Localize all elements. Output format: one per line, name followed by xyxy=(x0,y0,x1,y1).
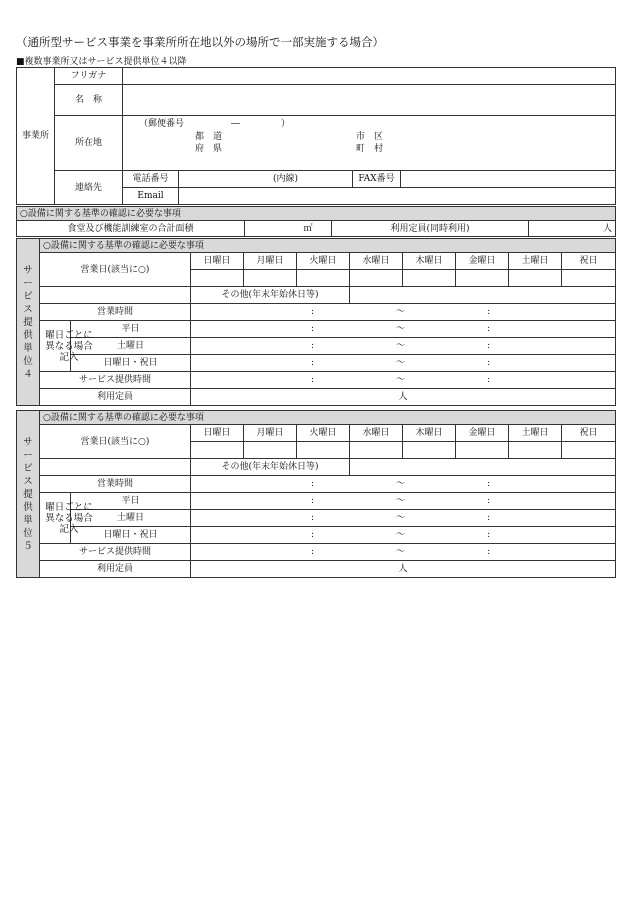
unit-5-check-wed[interactable] xyxy=(350,442,403,459)
unit-5-weekday-colon-1: : xyxy=(311,496,315,506)
unit-5-check-mon[interactable] xyxy=(244,442,297,459)
fax-input[interactable] xyxy=(401,171,616,188)
unit-4-sunday-holiday-input[interactable] xyxy=(191,355,616,372)
unit-5-sunday-holiday-label: 日曜日・祝日 xyxy=(71,527,191,544)
unit-5-service-colon-1: : xyxy=(311,547,315,557)
unit-5-sunday-colon-1: : xyxy=(311,530,315,540)
unit-4-day-mon: 月曜日 xyxy=(244,253,297,270)
unit-4-byday-label: 曜日ごとに異なる場合記入 xyxy=(40,321,71,372)
unit-5-hours-input[interactable] xyxy=(191,476,616,493)
postal-prefix: （郵便番号 xyxy=(139,119,185,129)
form-heading: （通所型サービス事業を事業所所在地以外の場所で一部実施する場合） xyxy=(16,35,384,49)
fax-label: FAX番号 xyxy=(353,171,401,188)
unit-4-service-colon-1: : xyxy=(311,375,315,385)
unit-4-table xyxy=(16,238,616,406)
prefecture-todo: 都 道 xyxy=(195,132,223,142)
unit-4-weekday-colon-1: : xyxy=(311,324,315,334)
unit-4-hours-colon-1: : xyxy=(311,307,315,317)
postal-close: ） xyxy=(281,119,291,129)
office-section-label: 事業所 xyxy=(17,68,55,205)
phone-label: 電話番号 xyxy=(123,171,179,188)
contact-label: 連絡先 xyxy=(55,171,123,205)
unit-5-weekday-tilde: ～ xyxy=(396,496,406,506)
name-input[interactable] xyxy=(123,85,616,116)
unit-4-service-tilde: ～ xyxy=(396,375,406,385)
unit-5-hours-label: 営業時間 xyxy=(40,476,191,493)
unit-4-day-tue: 火曜日 xyxy=(297,253,350,270)
unit-5-other-input[interactable] xyxy=(350,459,616,476)
unit-5-check-holiday[interactable] xyxy=(562,442,616,459)
phone-input[interactable] xyxy=(179,171,353,188)
unit-5-hours-colon-2: : xyxy=(487,479,491,489)
city-shiku: 市 区 xyxy=(356,132,384,142)
unit-4-sunday-colon-1: : xyxy=(311,358,315,368)
unit-5-hours-tilde: ～ xyxy=(396,479,406,489)
unit-5-day-sun: 日曜日 xyxy=(191,425,244,442)
unit-4-weekday-label: 平日 xyxy=(71,321,191,338)
unit-5-check-tue[interactable] xyxy=(297,442,350,459)
unit-4-day-sat: 土曜日 xyxy=(509,253,562,270)
unit-5-service-tilde: ～ xyxy=(396,547,406,557)
email-label: Email xyxy=(123,188,179,205)
unit-5-saturday-colon-1: : xyxy=(311,513,315,523)
unit-5-header: ○設備に関する基準の確認に必要な事項 xyxy=(40,411,616,425)
unit-4-capacity-unit: 人 xyxy=(398,392,408,402)
unit-4-day-wed: 水曜日 xyxy=(350,253,403,270)
unit-4-header: ○設備に関する基準の確認に必要な事項 xyxy=(40,239,616,253)
unit-5-hours-colon-1: : xyxy=(311,479,315,489)
unit-4-sunday-tilde: ～ xyxy=(396,358,406,368)
postal-dash: ― xyxy=(231,119,240,129)
unit-5-sunday-colon-2: : xyxy=(487,530,491,540)
unit-4-check-mon[interactable] xyxy=(244,270,297,287)
unit-4-weekday-input[interactable] xyxy=(191,321,616,338)
unit-5-weekday-input[interactable] xyxy=(191,493,616,510)
unit-5-day-tue: 火曜日 xyxy=(297,425,350,442)
unit-5-service-hours-label: サービス提供時間 xyxy=(40,544,191,561)
unit-4-sunday-holiday-label: 日曜日・祝日 xyxy=(71,355,191,372)
extension-label: (内線) xyxy=(272,174,299,184)
unit-4-business-days-label: 営業日(該当に○) xyxy=(40,253,191,287)
unit-5-sunday-tilde: ～ xyxy=(396,530,406,540)
facility-capacity-unit: 人 xyxy=(603,223,613,234)
unit-4-capacity-input[interactable] xyxy=(191,389,616,406)
unit-4-weekday-tilde: ～ xyxy=(396,324,406,334)
unit-4-saturday-colon-1: : xyxy=(311,341,315,351)
unit-5-day-holiday: 祝日 xyxy=(562,425,616,442)
area-unit: ㎡ xyxy=(303,223,313,234)
unit-4-weekday-colon-2: : xyxy=(487,324,491,334)
facility-table xyxy=(16,206,616,237)
unit-4-check-tue[interactable] xyxy=(297,270,350,287)
address-input[interactable] xyxy=(123,116,616,171)
unit-4-day-sun: 日曜日 xyxy=(191,253,244,270)
unit-5-capacity-label: 利用定員 xyxy=(40,561,191,578)
unit-5-byday-label: 曜日ごとに異なる場合記入 xyxy=(40,493,71,544)
unit-4-check-holiday[interactable] xyxy=(562,270,616,287)
unit-5-day-sat: 土曜日 xyxy=(509,425,562,442)
unit-5-day-thu: 木曜日 xyxy=(403,425,456,442)
unit-5-saturday-tilde: ～ xyxy=(396,513,406,523)
unit-5-business-days-label: 営業日(該当に○) xyxy=(40,425,191,459)
unit-4-check-wed[interactable] xyxy=(350,270,403,287)
unit-4-day-thu: 木曜日 xyxy=(403,253,456,270)
unit-4-sunday-colon-2: : xyxy=(487,358,491,368)
unit-4-hours-input[interactable] xyxy=(191,304,616,321)
unit-5-check-sat[interactable] xyxy=(509,442,562,459)
unit-4-saturday-colon-2: : xyxy=(487,341,491,351)
unit-4-service-hours-input[interactable] xyxy=(191,372,616,389)
name-label: 名 称 xyxy=(55,85,123,116)
unit-4-hours-label: 営業時間 xyxy=(40,304,191,321)
furigana-input[interactable] xyxy=(123,68,616,85)
unit-5-check-fri[interactable] xyxy=(456,442,509,459)
unit-5-capacity-unit: 人 xyxy=(398,564,408,574)
unit-5-other-label: その他(年末年始休日等) xyxy=(191,459,350,476)
unit-5-saturday-input[interactable] xyxy=(191,510,616,527)
unit-4-hours-colon-2: : xyxy=(487,307,491,317)
unit-5-saturday-label: 土曜日 xyxy=(71,510,191,527)
facility-header: ○設備に関する基準の確認に必要な事項 xyxy=(17,207,616,221)
unit-4-saturday-tilde: ～ xyxy=(396,341,406,351)
unit-4-saturday-label: 土曜日 xyxy=(71,338,191,355)
unit-5-weekday-label: 平日 xyxy=(71,493,191,510)
unit-4-other-input[interactable] xyxy=(350,287,616,304)
unit-4-check-sun[interactable] xyxy=(191,270,244,287)
unit-4-saturday-input[interactable] xyxy=(191,338,616,355)
unit-5-weekday-colon-2: : xyxy=(487,496,491,506)
unit-5-check-sun[interactable] xyxy=(191,442,244,459)
prefecture-fuken: 府 県 xyxy=(195,144,223,154)
facility-capacity-label: 利用定員(同時利用) xyxy=(332,221,529,237)
town-chouson: 町 村 xyxy=(356,144,384,154)
unit-5-day-mon: 月曜日 xyxy=(244,425,297,442)
office-table xyxy=(16,67,616,205)
unit-5-check-thu[interactable] xyxy=(403,442,456,459)
unit-4-other-label: その他(年末年始休日等) xyxy=(191,287,350,304)
unit-4-service-hours-label: サービス提供時間 xyxy=(40,372,191,389)
unit-4-label: サービス提供単位４ xyxy=(17,239,40,406)
unit-4-check-thu[interactable] xyxy=(403,270,456,287)
unit-5-saturday-colon-2: : xyxy=(487,513,491,523)
unit-4-service-colon-2: : xyxy=(487,375,491,385)
area-input[interactable] xyxy=(245,221,332,237)
unit-4-day-fri: 金曜日 xyxy=(456,253,509,270)
email-input[interactable] xyxy=(179,188,616,205)
form-subheading: ■複数事業所又はサービス提供単位４以降 xyxy=(16,57,187,67)
unit-5-capacity-input[interactable] xyxy=(191,561,616,578)
unit-5-table xyxy=(16,410,616,578)
unit-5-service-hours-input[interactable] xyxy=(191,544,616,561)
unit-5-label: サービス提供単位５ xyxy=(17,411,40,578)
furigana-label: フリガナ xyxy=(55,68,123,85)
unit-4-capacity-label: 利用定員 xyxy=(40,389,191,406)
unit-5-day-fri: 金曜日 xyxy=(456,425,509,442)
facility-capacity-input[interactable] xyxy=(529,221,616,237)
unit-4-hours-tilde: ～ xyxy=(396,307,406,317)
unit-4-check-fri[interactable] xyxy=(456,270,509,287)
unit-4-check-sat[interactable] xyxy=(509,270,562,287)
area-label: 食堂及び機能訓練室の合計面積 xyxy=(17,221,245,237)
unit-5-sunday-holiday-input[interactable] xyxy=(191,527,616,544)
location-label: 所在地 xyxy=(55,116,123,171)
unit-5-service-colon-2: : xyxy=(487,547,491,557)
unit-5-day-wed: 水曜日 xyxy=(350,425,403,442)
unit-4-day-holiday: 祝日 xyxy=(562,253,616,270)
